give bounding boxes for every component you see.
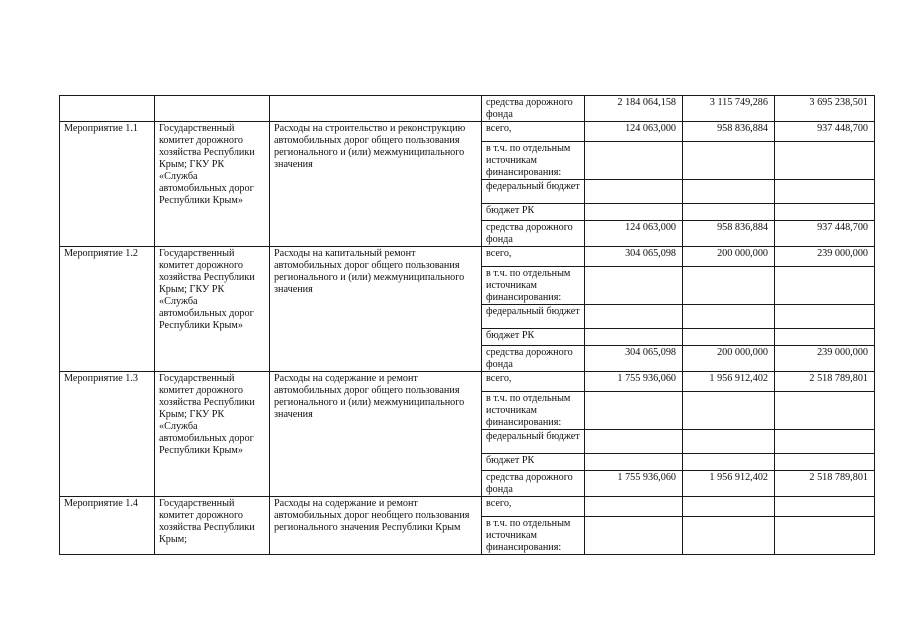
funding-source-cell: бюджет РК <box>482 454 585 471</box>
funding-source-cell: федеральный бюджет <box>482 180 585 204</box>
funding-source-cell: средства дорожного фонда <box>482 346 585 372</box>
value-cell-year-2 <box>683 517 775 555</box>
value-cell-year-1 <box>585 430 683 454</box>
value-cell-year-3 <box>775 430 875 454</box>
activity-id-cell: Мероприятие 1.4 <box>60 497 155 555</box>
value-cell-year-3 <box>775 305 875 329</box>
value-cell-year-1 <box>585 180 683 204</box>
value-cell-year-3 <box>775 267 875 305</box>
value-cell-year-3: 239 000,000 <box>775 247 875 267</box>
funding-source-cell: всего, <box>482 497 585 517</box>
value-cell-year-3 <box>775 497 875 517</box>
activity-name-cell: Расходы на строительство и реконструкцию автомобильных дорог общего пользования регионального и (или) межмуниципального значения <box>270 122 482 247</box>
value-cell-year-2 <box>683 142 775 180</box>
funding-source-cell: средства дорожного фонда <box>482 96 585 122</box>
value-cell-year-3 <box>775 454 875 471</box>
funding-source-cell: федеральный бюджет <box>482 430 585 454</box>
table-row <box>60 247 875 267</box>
value-cell-year-2: 3 115 749,286 <box>683 96 775 122</box>
value-cell-year-3: 937 448,700 <box>775 122 875 142</box>
executor-cell <box>155 96 270 122</box>
value-cell-year-3 <box>775 329 875 346</box>
value-cell-year-1 <box>585 454 683 471</box>
activity-id-cell: Мероприятие 1.2 <box>60 247 155 372</box>
funding-source-cell: в т.ч. по отдельным источникам финансирования: <box>482 142 585 180</box>
value-cell-year-2 <box>683 329 775 346</box>
value-cell-year-2: 200 000,000 <box>683 247 775 267</box>
value-cell-year-3 <box>775 204 875 221</box>
activity-name-cell: Расходы на содержание и ремонт автомобильных дорог общего пользования регионального и (или) межмуниципального значения <box>270 372 482 497</box>
value-cell-year-3 <box>775 392 875 430</box>
budget-table <box>59 95 875 555</box>
value-cell-year-2: 958 836,884 <box>683 122 775 142</box>
value-cell-year-2 <box>683 430 775 454</box>
value-cell-year-2: 200 000,000 <box>683 346 775 372</box>
value-cell-year-3 <box>775 517 875 555</box>
value-cell-year-1 <box>585 517 683 555</box>
funding-source-cell: бюджет РК <box>482 204 585 221</box>
value-cell-year-1 <box>585 305 683 329</box>
funding-source-cell: в т.ч. по отдельным источникам финансирования: <box>482 267 585 305</box>
value-cell-year-1 <box>585 142 683 180</box>
value-cell-year-2 <box>683 497 775 517</box>
value-cell-year-1 <box>585 204 683 221</box>
value-cell-year-1: 304 065,098 <box>585 346 683 372</box>
value-cell-year-1 <box>585 267 683 305</box>
value-cell-year-3: 239 000,000 <box>775 346 875 372</box>
value-cell-year-2 <box>683 267 775 305</box>
value-cell-year-2: 1 956 912,402 <box>683 471 775 497</box>
executor-cell: Государственный комитет дорожного хозяйства Республики Крым; <box>155 497 270 555</box>
activity-id-cell: Мероприятие 1.1 <box>60 122 155 247</box>
activity-name-cell <box>270 96 482 122</box>
funding-source-cell: всего, <box>482 372 585 392</box>
activity-name-cell: Расходы на капитальный ремонт автомобильных дорог общего пользования регионального и (или) межмуниципального значения <box>270 247 482 372</box>
value-cell-year-3: 937 448,700 <box>775 221 875 247</box>
executor-cell: Государственный комитет дорожного хозяйства Республики Крым; ГКУ РК «Служба автомобильных дорог Республики Крым» <box>155 372 270 497</box>
value-cell-year-2: 1 956 912,402 <box>683 372 775 392</box>
table-row <box>60 497 875 517</box>
value-cell-year-2 <box>683 180 775 204</box>
value-cell-year-3 <box>775 180 875 204</box>
funding-source-cell: средства дорожного фонда <box>482 471 585 497</box>
value-cell-year-1: 2 184 064,158 <box>585 96 683 122</box>
executor-cell: Государственный комитет дорожного хозяйства Республики Крым; ГКУ РК «Служба автомобильных дорог Республики Крым» <box>155 122 270 247</box>
value-cell-year-2 <box>683 454 775 471</box>
value-cell-year-1: 1 755 936,060 <box>585 471 683 497</box>
table-row <box>60 372 875 392</box>
value-cell-year-1: 124 063,000 <box>585 221 683 247</box>
activity-name-cell: Расходы на содержание и ремонт автомобильных дорог необщего пользования регионального значения Республики Крым <box>270 497 482 555</box>
activity-id-cell <box>60 96 155 122</box>
value-cell-year-3: 2 518 789,801 <box>775 471 875 497</box>
table-row <box>60 96 875 122</box>
value-cell-year-1: 304 065,098 <box>585 247 683 267</box>
table-row <box>60 122 875 142</box>
funding-source-cell: всего, <box>482 247 585 267</box>
value-cell-year-1 <box>585 497 683 517</box>
funding-source-cell: федеральный бюджет <box>482 305 585 329</box>
value-cell-year-3: 2 518 789,801 <box>775 372 875 392</box>
funding-source-cell: в т.ч. по отдельным источникам финансирования: <box>482 392 585 430</box>
value-cell-year-3 <box>775 142 875 180</box>
value-cell-year-1 <box>585 329 683 346</box>
value-cell-year-1: 124 063,000 <box>585 122 683 142</box>
value-cell-year-2 <box>683 392 775 430</box>
executor-cell: Государственный комитет дорожного хозяйства Республики Крым; ГКУ РК «Служба автомобильных дорог Республики Крым» <box>155 247 270 372</box>
funding-source-cell: бюджет РК <box>482 329 585 346</box>
value-cell-year-1 <box>585 392 683 430</box>
value-cell-year-2 <box>683 305 775 329</box>
activity-id-cell: Мероприятие 1.3 <box>60 372 155 497</box>
funding-source-cell: средства дорожного фонда <box>482 221 585 247</box>
funding-source-cell: в т.ч. по отдельным источникам финансирования: <box>482 517 585 555</box>
value-cell-year-3: 3 695 238,501 <box>775 96 875 122</box>
value-cell-year-2: 958 836,884 <box>683 221 775 247</box>
value-cell-year-2 <box>683 204 775 221</box>
value-cell-year-1: 1 755 936,060 <box>585 372 683 392</box>
funding-source-cell: всего, <box>482 122 585 142</box>
